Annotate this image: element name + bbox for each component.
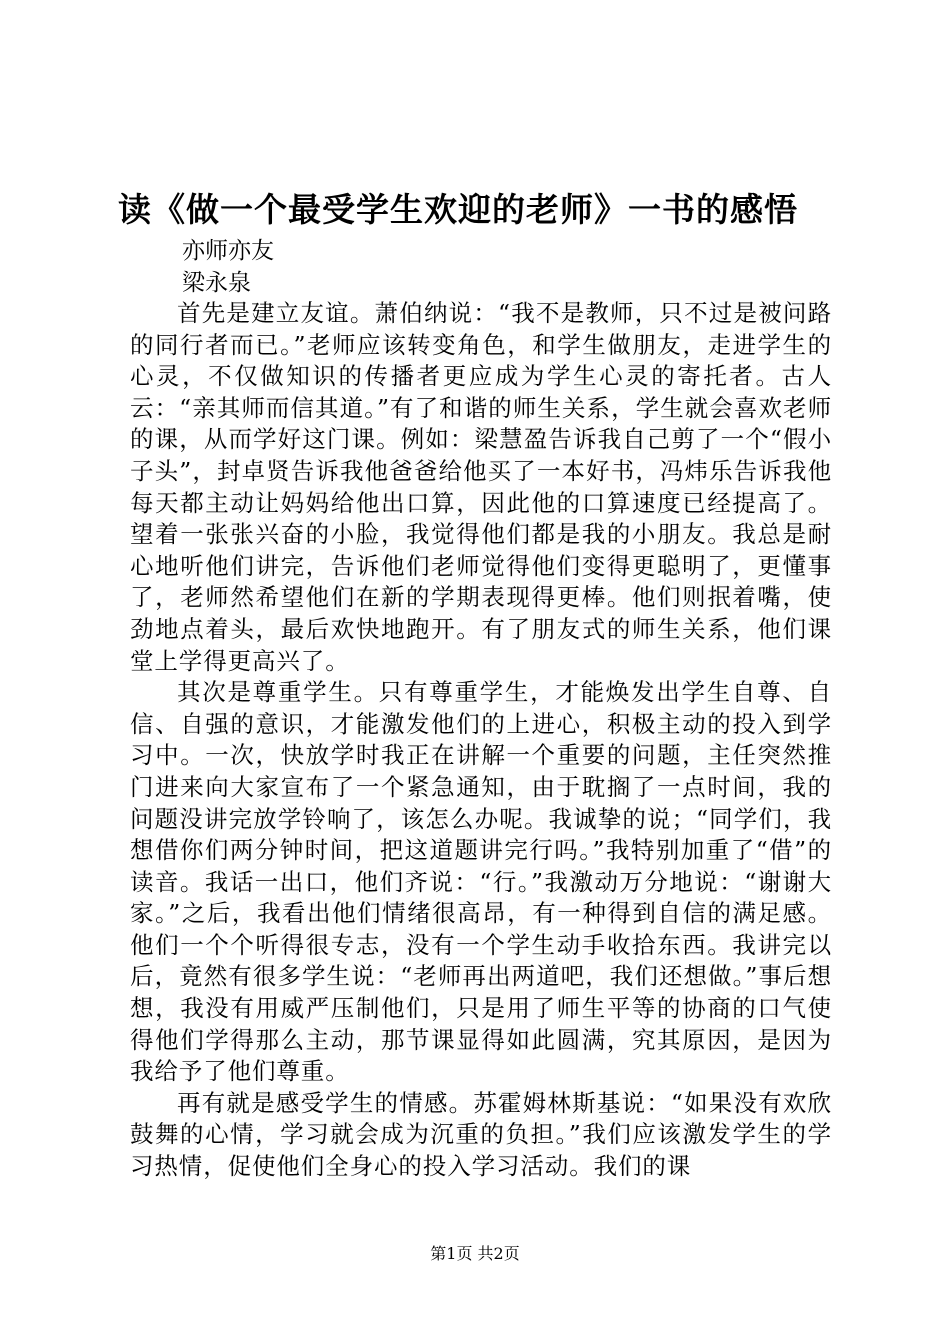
document-body <box>130 298 832 1183</box>
body-paragraph-3: 再有就是感受学生的情感。苏霍姆林斯基说：“如果没有欢欣鼓舞的心情，学习就会成为沉重的负担。”我们应该激发学生的学习热情，促使他们全身心的投入学习活动。我们的课 <box>130 1088 832 1181</box>
page-footer: 第1页 共2页 <box>430 1244 520 1263</box>
document-subtitle: 亦师亦友 <box>182 238 274 264</box>
document-author: 梁永泉 <box>182 270 251 296</box>
document-title: 读《做一个最受学生欢迎的老师》一书的感悟 <box>118 190 798 229</box>
body-paragraph-2: 其次是尊重学生。只有尊重学生，才能焕发出学生自尊、自信、自强的意识，才能激发他们的上进心，积极主动的投入到学习中。一次，快放学时我正在讲解一个重要的问题，主任突然推门进来向大家宣布了一个紧急通知，由于耽搁了一点时间，我的问题没讲完放学铃响了，该怎么办呢。我诚挚的说；“同学们，我想借你们两分钟时间，把这道题讲完行吗。”我特别加重了“借”的读音。我话一出口，他们齐说：“行。”我激动万分地说：“谢谢大家。”之后，我看出他们情绪很高昂，有一种得到自信的满足感。他们一个个听得很专志，没有一个学生动手收拾东西。我讲完以后，竟然有很多学生说：“老师再出两道吧，我们还想做。”事后想想，我没有用威严压制他们，只是用了师生平等的协商的口气使得他们学得那么主动，那节课显得如此圆满，究其原因，是因为我给予了他们尊重。 <box>130 678 832 1086</box>
body-paragraph-1: 首先是建立友谊。萧伯纳说：“我不是教师，只不过是被问路的同行者而已。”老师应该转变角色，和学生做朋友，走进学生的心灵，不仅做知识的传播者更应成为学生心灵的寄托者。古人云：“亲其师而信其道。”有了和谐的师生关系，学生就会喜欢老师的课，从而学好这门课。例如：梁慧盈告诉我自己剪了一个“假小子头”，封卓贤告诉我他爸爸给他买了一本好书，冯炜乐告诉我他每天都主动让妈妈给他出口算，因此他的口算速度已经提高了。望着一张张兴奋的小脸，我觉得他们都是我的小朋友。我总是耐心地听他们讲完，告诉他们老师觉得他们变得更聪明了，更懂事了，老师然希望他们在新的学期表现得更棒。他们则抿着嘴，使劲地点着头，最后欢快地跑开。有了朋友式的师生关系，他们课堂上学得更高兴了。 <box>130 299 832 675</box>
